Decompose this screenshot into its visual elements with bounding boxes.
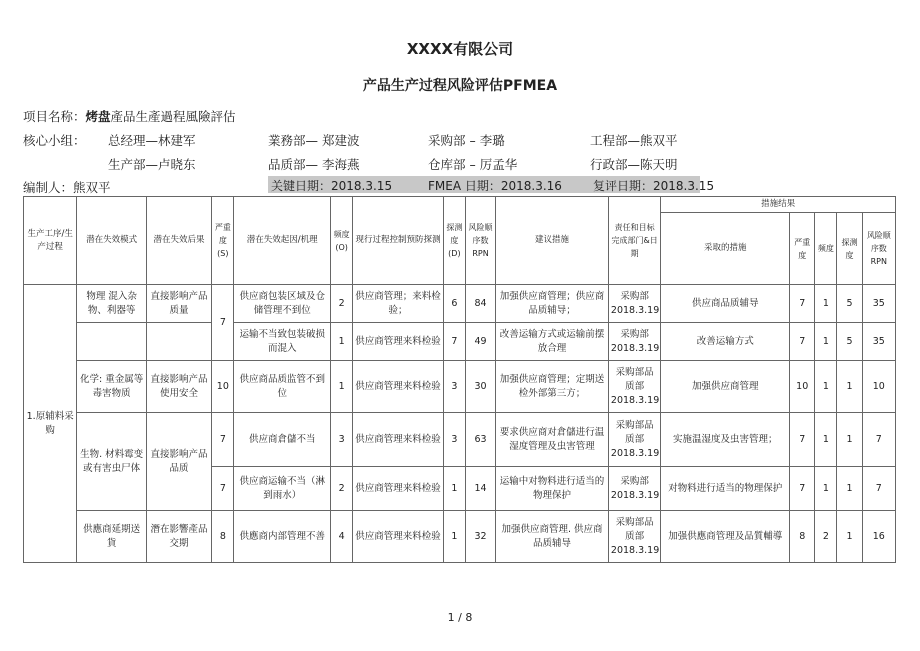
team-member: 品质部— 李海燕 — [268, 157, 360, 172]
rpn: 30 — [465, 361, 495, 413]
result-rpn: 35 — [862, 285, 895, 323]
team-label: 核心小组： — [23, 133, 86, 148]
header-responsibility: 责任和目标完成部门&日期 — [608, 197, 660, 285]
result-occurrence: 1 — [815, 467, 837, 511]
result-occurrence: 2 — [815, 511, 837, 563]
header-action-taken: 采取的措施 — [661, 213, 790, 285]
result-occurrence: 1 — [815, 285, 837, 323]
current-control: 供应商管理来料检验 — [353, 413, 444, 467]
occurrence: 1 — [331, 323, 353, 361]
key-date: 关键日期：2018.3.15 — [271, 179, 393, 193]
detection: 1 — [443, 511, 465, 563]
severity: 7 — [212, 285, 234, 361]
result-severity: 7 — [790, 467, 815, 511]
current-control: 供应商管理来料检验 — [353, 361, 444, 413]
team-member: 总经理—林建军 — [108, 133, 196, 148]
responsibility: 采购部2018.3.19 — [608, 285, 660, 323]
failure-mode — [77, 323, 146, 361]
result-detection: 1 — [837, 361, 862, 413]
result-rpn: 16 — [862, 511, 895, 563]
pfmea-table — [23, 196, 896, 563]
responsibility: 采购部品质部2018.3.19 — [608, 361, 660, 413]
company-name: XXXX有限公司 — [406, 40, 514, 58]
header-failure-mode: 潜在失效模式 — [77, 197, 146, 285]
current-control: 供应商管理来料检验 — [353, 323, 444, 361]
project-product: 烤盘 — [85, 109, 111, 124]
team-member: 仓库部 – 厉孟华 — [428, 157, 518, 172]
action-taken: 供应商品质辅导 — [661, 285, 790, 323]
action-taken: 实施温湿度及虫害管理； — [661, 413, 790, 467]
failure-cause: 供应商运输不当（淋到雨水） — [234, 467, 331, 511]
header-rpn: 风险顺序数RPN — [465, 197, 495, 285]
failure-mode: 供應商延期送貨 — [77, 511, 146, 563]
current-control: 供应商管理；来料检验； — [353, 285, 444, 323]
responsibility: 采购部2018.3.19 — [608, 323, 660, 361]
result-detection: 5 — [837, 285, 862, 323]
dates-band — [268, 176, 715, 193]
result-severity: 8 — [790, 511, 815, 563]
failure-effect — [146, 323, 211, 361]
result-occurrence: 1 — [815, 413, 837, 467]
failure-mode: 物理 混入杂物、利器等 — [77, 285, 146, 323]
occurrence: 3 — [331, 413, 353, 467]
table-row — [24, 361, 896, 413]
table-row — [24, 285, 896, 323]
severity: 7 — [212, 467, 234, 511]
header-recommended-action: 建议措施 — [496, 197, 609, 285]
process-cell: 1.原辅料采购 — [24, 285, 77, 563]
current-control: 供应商管理来料检验 — [353, 467, 444, 511]
header-severity-2: 严重度 — [790, 213, 815, 285]
team-member: 業務部— 郑建波 — [268, 133, 360, 148]
severity: 8 — [212, 511, 234, 563]
occurrence: 2 — [331, 285, 353, 323]
failure-cause: 供应商倉儲不当 — [234, 413, 331, 467]
result-detection: 1 — [837, 511, 862, 563]
result-detection: 5 — [837, 323, 862, 361]
recommended-action: 加强供应商管理；供应商品质辅导； — [496, 285, 609, 323]
result-occurrence: 1 — [815, 323, 837, 361]
result-rpn: 35 — [862, 323, 895, 361]
recommended-action: 改善运输方式或运输前摆放合理 — [496, 323, 609, 361]
action-taken: 改善运输方式 — [661, 323, 790, 361]
severity: 7 — [212, 413, 234, 467]
page-number: 1 / 8 — [447, 611, 473, 624]
header-cause: 潜在失效起因/机理 — [234, 197, 331, 285]
failure-effect: 直接影响产品质量 — [146, 285, 211, 323]
result-rpn: 10 — [862, 361, 895, 413]
header-occurrence: 频度(O) — [331, 197, 353, 285]
header-detection: 探测度(D) — [443, 197, 465, 285]
header-rpn-2: 风险顺序数RPN — [862, 213, 895, 285]
failure-mode: 化学: 重金属等毒害物质 — [77, 361, 146, 413]
header-control: 现行过程控制预防探测 — [353, 197, 444, 285]
header-failure-effect: 潜在失效后果 — [146, 197, 211, 285]
project-desc: 產品生產過程風險評估 — [110, 109, 236, 124]
result-detection: 1 — [837, 467, 862, 511]
review-date: 复评日期：2018.3.15 — [593, 179, 715, 193]
team-member: 采购部 – 李璐 — [428, 133, 505, 148]
team-member: 工程部—熊双平 — [590, 133, 678, 148]
responsibility: 采购部品质部2018.3.19 — [608, 511, 660, 563]
failure-effect: 潛在影響產品交期 — [146, 511, 211, 563]
table-row — [24, 413, 896, 467]
detection: 3 — [443, 413, 465, 467]
rpn: 32 — [465, 511, 495, 563]
result-severity: 7 — [790, 323, 815, 361]
detection: 6 — [443, 285, 465, 323]
recommended-action: 加强供应商管理. 供应商品质辅导 — [496, 511, 609, 563]
failure-cause: 供应商品质监管不到位 — [234, 361, 331, 413]
occurrence: 4 — [331, 511, 353, 563]
recommended-action: 要求供应商对倉儲进行温湿度管理及虫害管理 — [496, 413, 609, 467]
failure-effect: 直接影响产品使用安全 — [146, 361, 211, 413]
result-occurrence: 1 — [815, 361, 837, 413]
failure-mode: 生物. 材料霉变或有害虫尸体 — [77, 413, 146, 511]
detection: 3 — [443, 361, 465, 413]
project-label: 项目名称： — [23, 109, 86, 124]
action-taken: 对物料进行适当的物理保护 — [661, 467, 790, 511]
responsibility: 采购部品质部2018.3.19 — [608, 413, 660, 467]
failure-cause: 供应商包装区域及仓储管理不到位 — [234, 285, 331, 323]
recommended-action: 运输中对物料进行适当的物理保护 — [496, 467, 609, 511]
failure-cause: 运输不当致包装破损而混入 — [234, 323, 331, 361]
action-taken: 加强供應商管理及品質輔導 — [661, 511, 790, 563]
header-detection-2: 探测度 — [837, 213, 862, 285]
header-process: 生产工序/生产过程 — [24, 197, 77, 285]
document-title: 产品生产过程风险评估PFMEA — [362, 78, 558, 94]
header-action-results: 措施结果 — [661, 197, 896, 213]
result-rpn: 7 — [862, 467, 895, 511]
current-control: 供应商管理来料检验 — [353, 511, 444, 563]
fmea-date: FMEA 日期：2018.3.16 — [428, 179, 562, 193]
editor: 编制人：熊双平 — [23, 180, 111, 195]
recommended-action: 加强供应商管理；定期送检外部第三方； — [496, 361, 609, 413]
team-member: 生产部—卢晓东 — [108, 157, 196, 172]
action-taken: 加强供应商管理 — [661, 361, 790, 413]
result-severity: 7 — [790, 285, 815, 323]
result-severity: 7 — [790, 413, 815, 467]
detection: 1 — [443, 467, 465, 511]
project-name-line — [23, 107, 236, 125]
table-row — [24, 511, 896, 563]
failure-cause: 供應商内部管理不善 — [234, 511, 331, 563]
header-severity: 严重度(S) — [212, 197, 234, 285]
header-occurrence-2: 频度 — [815, 213, 837, 285]
rpn: 84 — [465, 285, 495, 323]
detection: 7 — [443, 323, 465, 361]
team-member: 行政部—陈天明 — [590, 157, 678, 172]
responsibility: 采购部2018.3.19 — [608, 467, 660, 511]
result-severity: 10 — [790, 361, 815, 413]
rpn: 63 — [465, 413, 495, 467]
rpn: 49 — [465, 323, 495, 361]
result-detection: 1 — [837, 413, 862, 467]
occurrence: 2 — [331, 467, 353, 511]
occurrence: 1 — [331, 361, 353, 413]
severity: 10 — [212, 361, 234, 413]
failure-effect: 直接影响产品品质 — [146, 413, 211, 511]
result-rpn: 7 — [862, 413, 895, 467]
table-row — [24, 323, 896, 361]
rpn: 14 — [465, 467, 495, 511]
